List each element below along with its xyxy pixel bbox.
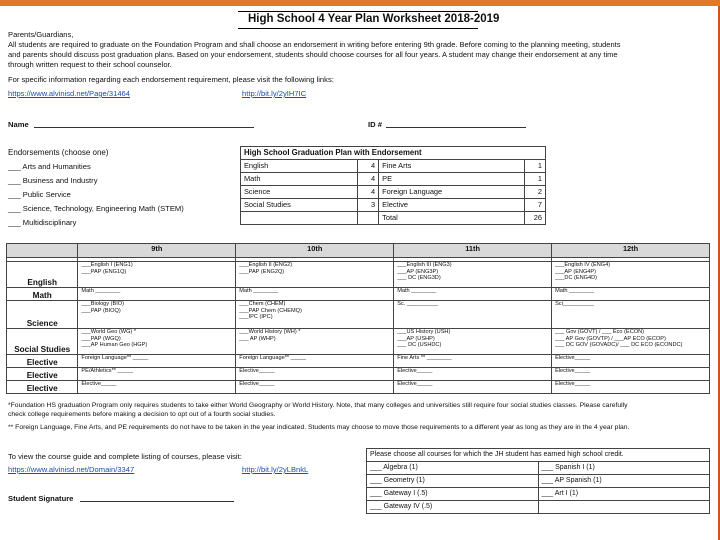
table-row: [241, 160, 546, 173]
course-cell[interactable]: ___Chem (CHEM) ___PAP Chem (CHEMQ) ___IPC (IPC): [236, 301, 394, 329]
math-row: [7, 288, 710, 301]
course-guide-text: To view the course guide and complete listing of courses, please visit:: [8, 452, 242, 461]
grad-credits: 1: [525, 173, 546, 186]
subject-label: English: [7, 262, 78, 288]
grad-credits: 4: [358, 160, 379, 173]
table-row: [241, 186, 546, 199]
name-field[interactable]: [34, 127, 254, 128]
grad-credits: 4: [358, 173, 379, 186]
course-cell[interactable]: Elective_____: [552, 381, 710, 394]
elective-row: [7, 355, 710, 368]
course-cell[interactable]: Math ________: [552, 288, 710, 301]
subject-label: Social Studies: [7, 329, 78, 355]
table-row: [367, 501, 710, 514]
course-cell[interactable]: Foreign Language** _____: [78, 355, 236, 368]
four-year-plan-table: [6, 243, 710, 394]
grad-subject: [241, 212, 358, 225]
grade-header: 12th: [552, 244, 710, 258]
jh-credit-table: [366, 448, 710, 514]
course-cell[interactable]: Elective_____: [552, 355, 710, 368]
table-row: [241, 173, 546, 186]
credit-option[interactable]: ___ Art I (1): [538, 488, 710, 501]
course-cell[interactable]: ___English III (ENG3) ___AP (ENG3P) ___ DC (ENG3D): [394, 262, 552, 288]
course-cell[interactable]: Math ________: [394, 288, 552, 301]
endorsement-option[interactable]: ___ Business and Industry: [8, 176, 98, 185]
signature-field[interactable]: [80, 501, 234, 502]
credit-option[interactable]: ___ Gateway I (.5): [367, 488, 539, 501]
course-cell[interactable]: ___English I (ENG1) ___PAP (ENG1Q): [78, 262, 236, 288]
footnote-1a: *Foundation HS graduation Program only requires students to take either World Geography or World History. Note, that many colleges and universities still require four social studies classes. Please carefully: [8, 402, 628, 409]
course-cell[interactable]: Sc. __________: [394, 301, 552, 329]
course-cell[interactable]: ___Biology (BIO) ___PAP (BIOQ): [78, 301, 236, 329]
credit-option[interactable]: ___ Gateway IV (.5): [367, 501, 539, 514]
id-field[interactable]: [386, 127, 526, 128]
grad-credits: 4: [358, 186, 379, 199]
course-cell[interactable]: Elective_____: [394, 381, 552, 394]
page-title: High School 4 Year Plan Worksheet 2018-2019: [248, 13, 500, 25]
social-studies-row: [7, 329, 710, 355]
elective-row: [7, 381, 710, 394]
endorsement-link-2[interactable]: http://bit.ly/2yIH7IC: [242, 89, 307, 98]
course-cell[interactable]: Elective_____: [78, 381, 236, 394]
course-cell[interactable]: Math ________: [236, 288, 394, 301]
intro-greeting: Parents/Guardians,: [8, 30, 74, 39]
grad-subject: Fine Arts: [379, 160, 525, 173]
course-cell[interactable]: ___English II (ENG2) ___PAP (ENG2Q): [236, 262, 394, 288]
blank-header: [7, 244, 78, 258]
name-label: Name: [8, 120, 29, 129]
endorsements-list: [8, 146, 184, 230]
course-cell[interactable]: ___World History (WH) * ___ AP (WHP): [236, 329, 394, 355]
course-cell[interactable]: ___US History (USH) ___AP (USHP) ___ DC (USHDC): [394, 329, 552, 355]
course-cell[interactable]: Elective_____: [236, 368, 394, 381]
intro-info: For specific information regarding each endorsement requirement, please visit the following links:: [8, 75, 334, 84]
signature-label: Student Signature: [8, 494, 74, 503]
course-cell[interactable]: Elective_____: [552, 368, 710, 381]
grad-credits: 7: [525, 199, 546, 212]
english-row: [7, 262, 710, 288]
grad-subject: Social Studies: [241, 199, 358, 212]
credit-option[interactable]: ___ Geometry (1): [367, 475, 539, 488]
grad-subject: Science: [241, 186, 358, 199]
credit-option: [538, 501, 710, 514]
course-cell[interactable]: ___English IV (ENG4) ___AP (ENG4P) ___DC (ENG4D): [552, 262, 710, 288]
science-row: [7, 301, 710, 329]
endorsement-option[interactable]: ___ Public Service: [8, 190, 71, 199]
course-cell[interactable]: PE/Athletics** _____: [78, 368, 236, 381]
graduation-plan-heading: High School Graduation Plan with Endorsement: [241, 147, 546, 160]
grade-header: 9th: [78, 244, 236, 258]
subject-label: Science: [7, 301, 78, 329]
endorsement-option[interactable]: ___ Multidisciplinary: [8, 218, 77, 227]
course-guide-link-2[interactable]: http://bit.ly/2yLBnkL: [242, 465, 309, 474]
table-row: [367, 462, 710, 475]
elective-row: [7, 368, 710, 381]
grad-subject: Foreign Language: [379, 186, 525, 199]
grade-header: 11th: [394, 244, 552, 258]
grad-credits: 1: [525, 160, 546, 173]
course-cell[interactable]: Sci__________: [552, 301, 710, 329]
subject-label: Math: [7, 288, 78, 301]
grad-credits: 2: [525, 186, 546, 199]
footnote-2: ** Foreign Language, Fine Arts, and PE requirements do not have to be taken in the year indicated. Students may choose to move those requirements to a different year as long as they are in the 4 year plan.: [8, 424, 630, 431]
table-row: [241, 212, 546, 225]
intro-line-2: and parents should discuss post graduation plans. Based on your endorsement, students should choose courses for all four years. A student may change their endorsement at any time: [8, 50, 618, 59]
grad-subject: English: [241, 160, 358, 173]
grade-header: 10th: [236, 244, 394, 258]
table-row: [367, 488, 710, 501]
grad-subject: Elective: [379, 199, 525, 212]
grad-total-credits: 26: [525, 212, 546, 225]
grad-total-label: Total: [379, 212, 525, 225]
table-row: [367, 475, 710, 488]
grad-subject: Math: [241, 173, 358, 186]
course-guide-link-1[interactable]: https://www.alvinisd.net/Domain/3347: [8, 465, 135, 474]
intro-line-3: through written request to their school counselor.: [8, 60, 172, 69]
graduation-plan-table: [240, 146, 546, 225]
course-cell[interactable]: Elective_____: [236, 381, 394, 394]
subject-label: Elective: [7, 355, 78, 368]
grad-credits: [358, 212, 379, 225]
table-row: [241, 199, 546, 212]
endorsement-option[interactable]: ___ Arts and Humanities: [8, 162, 91, 171]
credit-option[interactable]: ___ AP Spanish (1): [538, 475, 710, 488]
grad-credits: 3: [358, 199, 379, 212]
course-cell[interactable]: Elective_____: [394, 368, 552, 381]
id-label: ID #: [368, 120, 382, 129]
credit-option[interactable]: ___ Algebra (1): [367, 462, 539, 475]
course-cell[interactable]: ___World Geo (WG) * ___PAP (WGQ) ___AP Human Geo (HGP): [78, 329, 236, 355]
course-cell[interactable]: Foreign Language** _____: [236, 355, 394, 368]
course-cell[interactable]: Fine Arts ** ________: [394, 355, 552, 368]
credit-option[interactable]: ___ Spanish I (1): [538, 462, 710, 475]
subject-label: Elective: [7, 381, 78, 394]
intro-line-1: All students are required to graduate on the Foundation Program and shall choose an endorsement in writing before entering 9th grade. Before coming to the planning meeting, students: [8, 40, 621, 49]
footnote-1b: check college requirements before making a decision to opt out of a fourth social studies.: [8, 411, 276, 418]
endorsement-link-1[interactable]: https://www.alvinisd.net/Page/31464: [8, 89, 130, 98]
grad-subject: PE: [379, 173, 525, 186]
endorsement-option[interactable]: ___ Science, Technology, Engineering Math (STEM): [8, 204, 184, 213]
subject-label: Elective: [7, 368, 78, 381]
course-cell[interactable]: ___ Gov (GOVT) / ___ Eco (ECON) ___ AP Gov (GOVTP) / ___AP ECO (ECOP) ___ DC GOV (GOVADC)/ ___ DC ECO (ECONDC): [552, 329, 710, 355]
endorsements-heading: Endorsements (choose one): [8, 148, 109, 157]
jh-credit-heading: Please choose all courses for which the JH student has earned high school credit.: [367, 449, 710, 462]
grade-header-row: [7, 244, 710, 258]
course-cell[interactable]: Math ________: [78, 288, 236, 301]
